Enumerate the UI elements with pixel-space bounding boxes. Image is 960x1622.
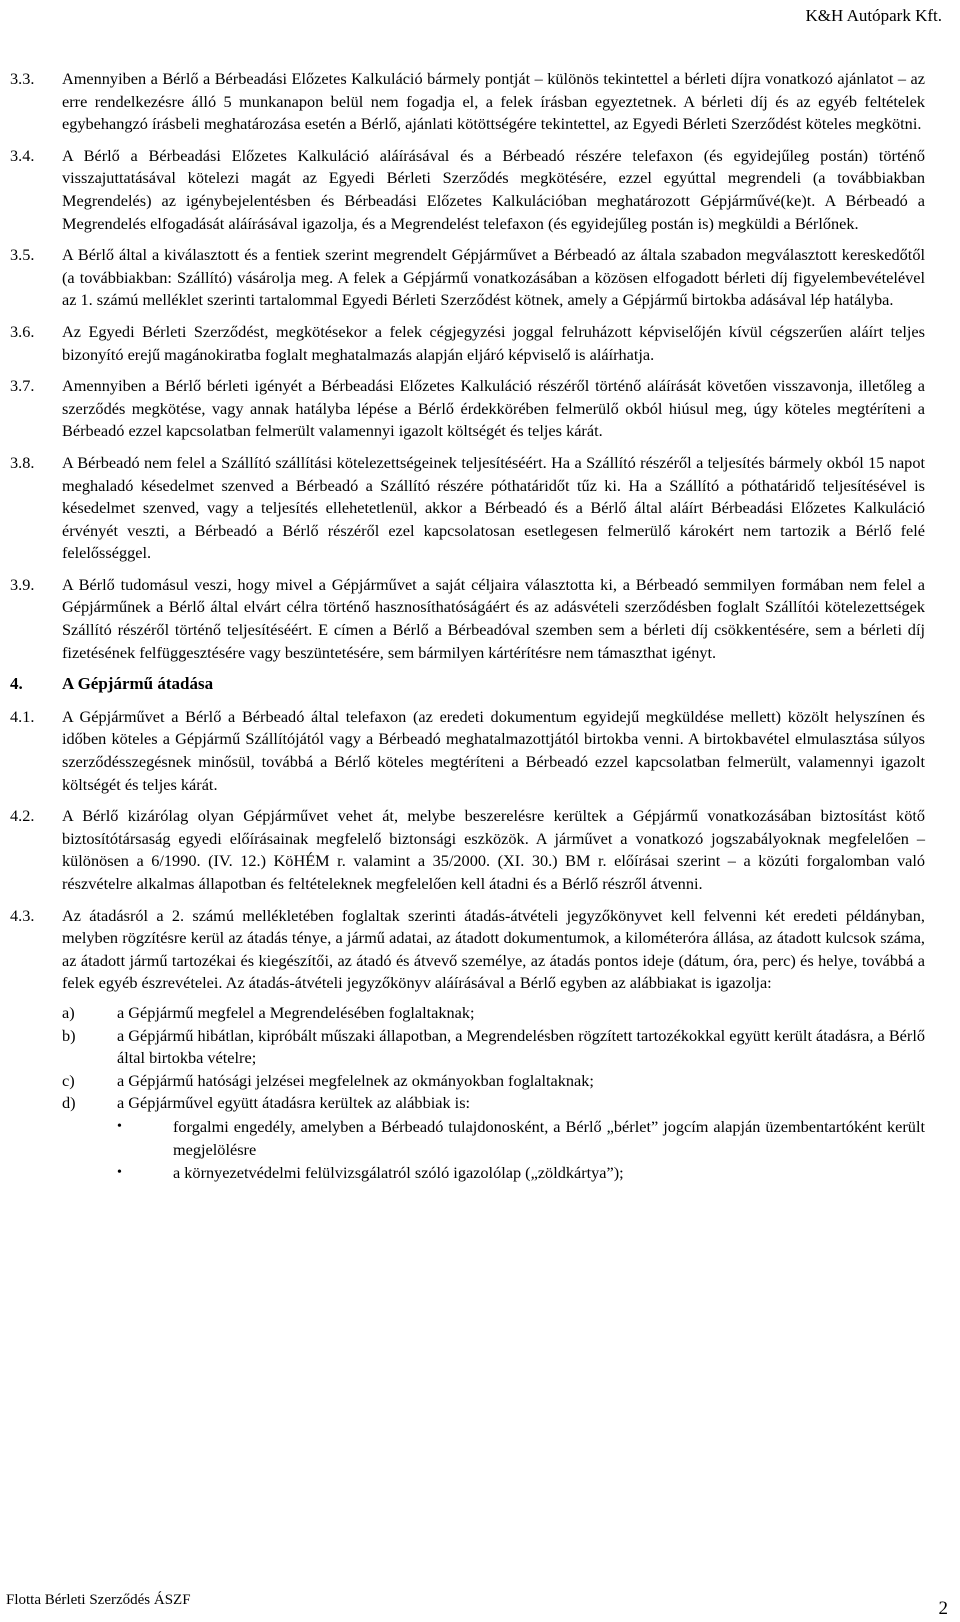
- list-item-label: d): [62, 1093, 76, 1113]
- list-item-text: a Gépjárművel együtt átadásra kerültek az alábbiak is:: [117, 1093, 471, 1113]
- list-item-label: c): [62, 1070, 75, 1090]
- list-item-text: a Gépjármű hatósági jelzései megfelelnek az okmányokban foglaltaknak;: [117, 1070, 594, 1090]
- paragraph-number: 3.9.: [10, 574, 35, 594]
- paragraph-3-9: [10, 574, 925, 664]
- paragraph-4-2: [10, 805, 925, 895]
- paragraph-3-6: [10, 321, 925, 366]
- paragraph-text: A Bérbeadó nem felel a Szállító szállítási kötelezettségeinek teljesítéséért. Ha a Szállító részéről a teljesítés bármely okból 15 napot meghaladó késedelmet szenved a Bérbeadó a Szállító részére póthatáridőt tűz ki. Ha a Szállító a póthatáridő teljesítésével is késedelmet szenved, vagy a teljesítés ellehetetlenül, akkor a Bérbeadó és a Bérlő által aláírt Bérbeadási Előzetes Kalkuláció érvényét veszti, a Bérbeadó a Bérlő részéről ezel kapcsolatosan esetlegesen felmerülő károkért nem tartozik a Bérlő felé felelősséggel.: [62, 452, 925, 563]
- paragraph-number: 3.4.: [10, 145, 35, 165]
- paragraph-text: Az átadásról a 2. számú mellékletében foglaltak szerinti átadás-átvételi jegyzőkönyvet kell felvenni két eredeti példányban, melyben rögzítésre kerül az átadás ténye, a jármű adatai, az átadott dokumentumok, a kilométeróra állása, az átadott kulcsok száma, az átadott jármű tartozékai és kiegészítői, az átadó és átvevő személye, az átadás pontos ideje (dátum, óra, perc) és helye, továbbá a felek egyéb észrevételei. Az átadás-átvételi jegyzőkönyv aláírásával a Bérlő egyben az alábbiakat is igazolja:: [62, 905, 925, 993]
- paragraph-number: 3.5.: [10, 245, 35, 265]
- paragraph-text: A Gépjárművet a Bérlő a Bérbeadó által telefaxon (az eredeti dokumentum egyidejű megküldése mellett) közölt helyszínen és időben köteles a Gépjármű Szállítójától vagy a Bérbeadó meghatalmazottjától birtokba venni. A birtokbavétel elmulasztása súlyos szerződésszegésnek minősül, továbbá a Bérlő köteles megtéríteni a Bérbeadó ezzel kapcsolatban felmerült, valamennyi igazolt költségét és teljes kárát.: [62, 706, 925, 794]
- list-item: [62, 1025, 925, 1070]
- footer-page-number: 2: [938, 1598, 948, 1619]
- paragraph-3-3: [10, 68, 925, 136]
- bullet-text: forgalmi engedély, amelyben a Bérbeadó tulajdonosként, a Bérlő „bérlet” jogcím alapján üzembentartóként került megjelölésre: [173, 1116, 925, 1159]
- document-body: [10, 68, 925, 1185]
- confirmation-list: [62, 1002, 925, 1115]
- paragraph-number: 4.2.: [10, 806, 35, 826]
- paragraph-number: 3.6.: [10, 321, 35, 341]
- list-item: [62, 1070, 925, 1093]
- paragraph-number: 4.1.: [10, 706, 35, 726]
- paragraph-3-4: [10, 145, 925, 235]
- paragraph-text: Amennyiben a Bérlő a Bérbeadási Előzetes Kalkuláció bármely pontját – különös tekintettel a bérleti díjra vonatkozó ajánlatot – az erre rendelkezésre álló 5 munkanapon belül nem fogadja el, a felek írásban egyeztetnek. A bérleti díj és az egyéb feltételek egybehangzó írásbeli meghatározása esetén a Bérlő, ajánlati kötöttségére tekintettel, az Egyedi Bérleti Szerződést köteles megkötni.: [62, 69, 925, 134]
- paragraph-3-8: [10, 452, 925, 565]
- bullet-text: a környezetvédelmi felülvizsgálatról szóló igazolólap („zöldkártya”);: [173, 1163, 624, 1183]
- list-item-text: a Gépjármű hibátlan, kipróbált műszaki állapotban, a Megrendelésben rögzített tartozékokkal együtt került átadásra, a Bérlő által birtokba vételre;: [117, 1025, 925, 1068]
- bullet-item: [117, 1116, 925, 1161]
- bullet-icon: •: [117, 1165, 122, 1181]
- paragraph-text: A Bérlő kizárólag olyan Gépjárművet vehet át, melybe beszerelésre kerültek a Gépjármű vonatkozásában biztosítást kötő biztosítótársaság egyedi előírásainak megfelelő biztonsági eszközök. A járművet a vonatkozó jogszabályoknak megfelelően – különösen a 6/1990. (IV. 12.) KöHÉM r. valamint a 35/2000. (XI. 30.) BM r. előírásai szerint – a közúti forgalomban való részvételre alkalmas állapotban és feltételeknek megfelelően kell átadni és a Bérlő részről átvenni.: [62, 806, 925, 893]
- paragraph-text: A Bérlő a Bérbeadási Előzetes Kalkuláció aláírásával és a Bérbeadó részére telefaxon (és egyidejűleg postán) történő visszajuttatásával kötelezi magát az Egyedi Bérleti Szerződés megkötésére, ezzel egyúttal megrendeli (a továbbiakban Megrendelés) az igénybejelentésben és Bérbeadási Előzetes Kalkulációban meghatározott Gépjárművé(ke)t. A Bérbeadó a Megrendelés elfogadását aláírásával igazolja, és a Megrendelést telefaxon (és egyidejűleg postán is) megküldi a Bérlőnek.: [62, 145, 925, 233]
- paragraph-number: 3.8.: [10, 452, 35, 472]
- list-item-text: a Gépjármű megfelel a Megrendelésében foglaltaknak;: [117, 1002, 475, 1022]
- list-item-label: b): [62, 1025, 76, 1045]
- paragraph-number: 3.3.: [10, 69, 35, 88]
- section-heading-4: [10, 673, 925, 696]
- bullet-list: [117, 1116, 925, 1185]
- paragraph-number: 4.3.: [10, 905, 35, 925]
- section-title: A Gépjármű átadása: [62, 674, 214, 694]
- footer-document-title: Flotta Bérleti Szerződés ÁSZF: [6, 1592, 191, 1608]
- header-company: K&H Autópark Kft.: [805, 6, 942, 25]
- paragraph-4-3: [10, 905, 925, 995]
- paragraph-text: A Bérlő által a kiválasztott és a fentiek szerint megrendelt Gépjárművet a Bérbeadó az általa szabadon megválasztott kereskedőtől (a továbbiakban: Szállító) vásárolja meg. A felek a Gépjármű vonatkozásában a közösen elfogadott bérleti díj figyelembevételével az 1. számú melléklet szerinti tartalommal Egyedi Bérleti Szerződést kötnek, amely a Gépjármű birtokba adásával lép hatályba.: [62, 245, 925, 310]
- paragraph-text: Az Egyedi Bérleti Szerződést, megkötésekor a felek cégjegyzési joggal felruházott képviselőjén kívül cégszerűen aláírt teljes bizonyító erejű magánokiratba foglalt meghatalmazás alapján eljáró képviselő is aláírhatja.: [62, 321, 925, 364]
- list-item-label: a): [62, 1002, 75, 1022]
- section-number: 4.: [10, 674, 23, 694]
- paragraph-3-5: [10, 244, 925, 312]
- list-item: [62, 1092, 925, 1115]
- paragraph-3-7: [10, 375, 925, 443]
- bullet-icon: •: [117, 1118, 122, 1134]
- bullet-item: [117, 1162, 925, 1185]
- paragraph-number: 3.7.: [10, 376, 35, 396]
- paragraph-text: A Bérlő tudomásul veszi, hogy mivel a Gépjárművet a saját céljaira választotta ki, a Bérbeadó semmilyen formában nem felel a Gépjárműnek a Bérlő által elvárt célra történő hasznosíthatóságáért és az adásvételi szerződésben foglalt Szállítói kötelezettségek Szállító részéről történő teljesítéséért. E címen a Bérlő a Bérbeadóval szemben sem a bérleti díj csökkentésére, sem a bérleti díj fizetésének felfüggesztésére vagy beszüntetésére, sem bármilyen kártérítésre nem támaszthat igényt.: [62, 574, 925, 662]
- paragraph-text: Amennyiben a Bérlő bérleti igényét a Bérbeadási Előzetes Kalkuláció részéről történő aláírását követően visszavonja, illetőleg a szerződés megkötése, vagy annak hatályba lépése a Bérlő érdekkörében felmerülő okból hiúsul meg, úgy köteles megtéríteni a Bérbeadó ezzel kapcsolatban felmerült valamennyi igazolt költségét és teljes kárát.: [62, 376, 925, 441]
- list-item: [62, 1002, 925, 1025]
- paragraph-4-1: [10, 706, 925, 796]
